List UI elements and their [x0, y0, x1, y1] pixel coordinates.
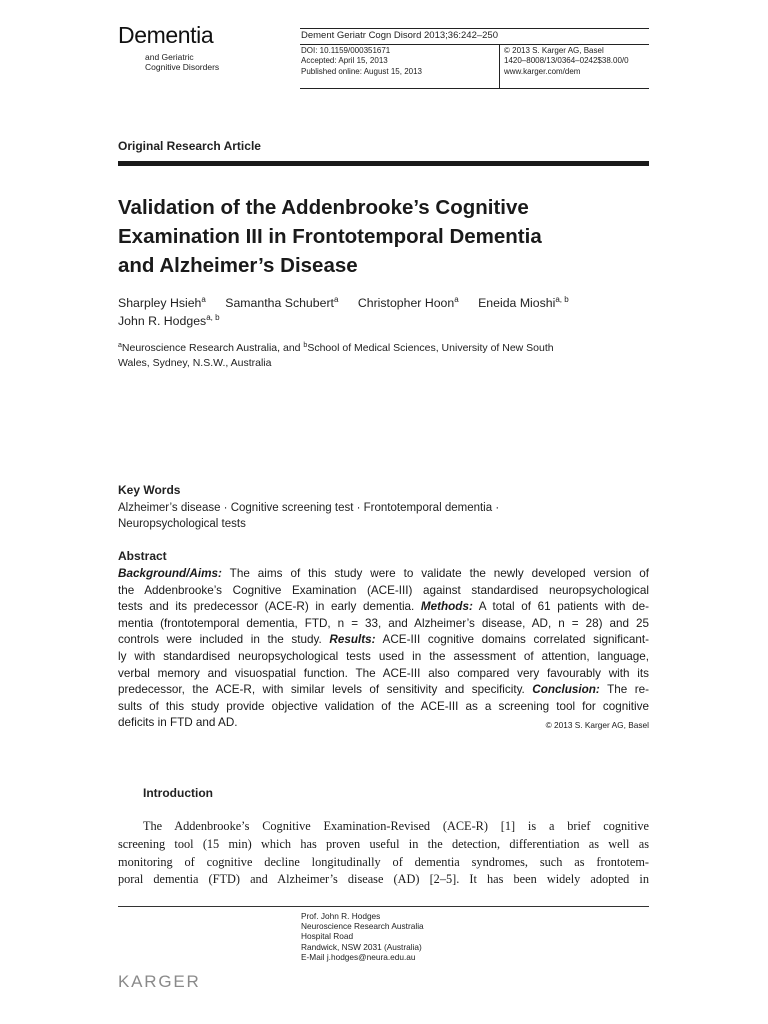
published-date: Published online: August 15, 2013	[301, 66, 422, 76]
journal-url: www.karger.com/dem	[504, 66, 581, 76]
article-type: Original Research Article	[118, 139, 261, 153]
author: Christopher Hoon$^a$	[357, 295, 459, 310]
publisher-logo: KARGER	[118, 972, 201, 991]
header-divider	[499, 44, 500, 88]
header-rule-middle	[300, 44, 649, 45]
keywords-list: Alzheimer’s disease · Cognitive screening test · Frontotemporal dementia · Neuropsychological tests	[118, 502, 500, 530]
correspondence-email: E-Mail j.hodges@neura.edu.au	[301, 951, 416, 962]
journal-citation: Dement Geriatr Cogn Disord 2013;36:242–250	[301, 30, 498, 41]
author: Samantha Schubert$^a$	[225, 295, 339, 310]
publisher-info	[504, 46, 629, 77]
keywords-heading: Key Words	[118, 483, 181, 497]
affiliations: $^a$Neuroscience Research Australia, and $^b$School of Medical Sciences, University of New South Wales, Sydney, N.S.W., Australia	[118, 342, 554, 369]
abstract-body: Background/Aims: The aims of this study were to validate the newly developed version of the Addenbrooke’s Cognitive Examination (ACE-III) against standardised neuropsychological tests and its predecessor (ACE-R) in early dementia. Methods: A total of 61 patients with de- mentia (frontotemporal dementia, FTD, n = 33, and Alzheimer’s disease, AD, n = 28) and 25 controls were included in the study. Results: ACE-III cognitive domains correlated significant- ly with standardised neuropsychological tests used in the assessment of attention, language, verbal memory and visuospatial function. The ACE-III also compared very favourably with its predecessor, the ACE-R, with similar levels of sensitivity and specificity. Conclusion: The re- sults of this study provide objective validation of the ACE-III as a screening tool for cognitive deficits in FTD and AD. © 2013 S. Karger AG, Basel	[118, 566, 649, 734]
author: Eneida Mioshi$^{a, b}$	[478, 295, 569, 310]
issn: 1420–8008/13/0364–0242$38.00/0	[504, 56, 629, 66]
journal-logo-subtitle: and Geriatric Cognitive Disorders	[145, 52, 220, 72]
abstract-copyright: © 2013 S. Karger AG, Basel	[545, 720, 649, 731]
doi: DOI: 10.1159/000351671	[301, 46, 391, 55]
copyright: © 2013 S. Karger AG, Basel	[504, 46, 604, 55]
abstract-heading: Abstract	[118, 549, 167, 563]
author-list	[118, 294, 585, 330]
header-rule-bottom	[300, 88, 649, 89]
title-rule	[118, 161, 649, 166]
author: Sharpley Hsieh$^a$	[118, 295, 206, 310]
correspondence-address: Prof. John R. Hodges Neuroscience Research Australia Hospital Road Randwick, NSW 2031 (Australia) E-Mail j.hodges@neura.edu.au	[301, 911, 424, 962]
article-dates	[301, 46, 422, 77]
header-rule-top	[300, 28, 649, 29]
author: John R. Hodges$^{a, b}$	[118, 313, 220, 328]
introduction-text: The Addenbrooke’s Cognitive Examination-Revised (ACE-R) [1] is a brief cognitive screening tool (15 min) which has proven useful in the detection, differentiation as well as monitoring of cognitive decline longitudinally of dementia syndromes, such as frontotem- poral dementia (FTD) and Alzheimer’s disease (AD) [2–5]. It has been widely adopted in	[118, 819, 649, 887]
accepted-date: Accepted: April 15, 2013	[301, 56, 388, 66]
journal-logo: Dementia	[118, 22, 214, 48]
footer-rule	[118, 906, 649, 907]
section-heading: Introduction	[143, 786, 213, 800]
article-title: Validation of the Addenbrooke’s Cognitive Examination III in Frontotemporal Dementia and Alzheimer’s Disease	[118, 196, 542, 277]
